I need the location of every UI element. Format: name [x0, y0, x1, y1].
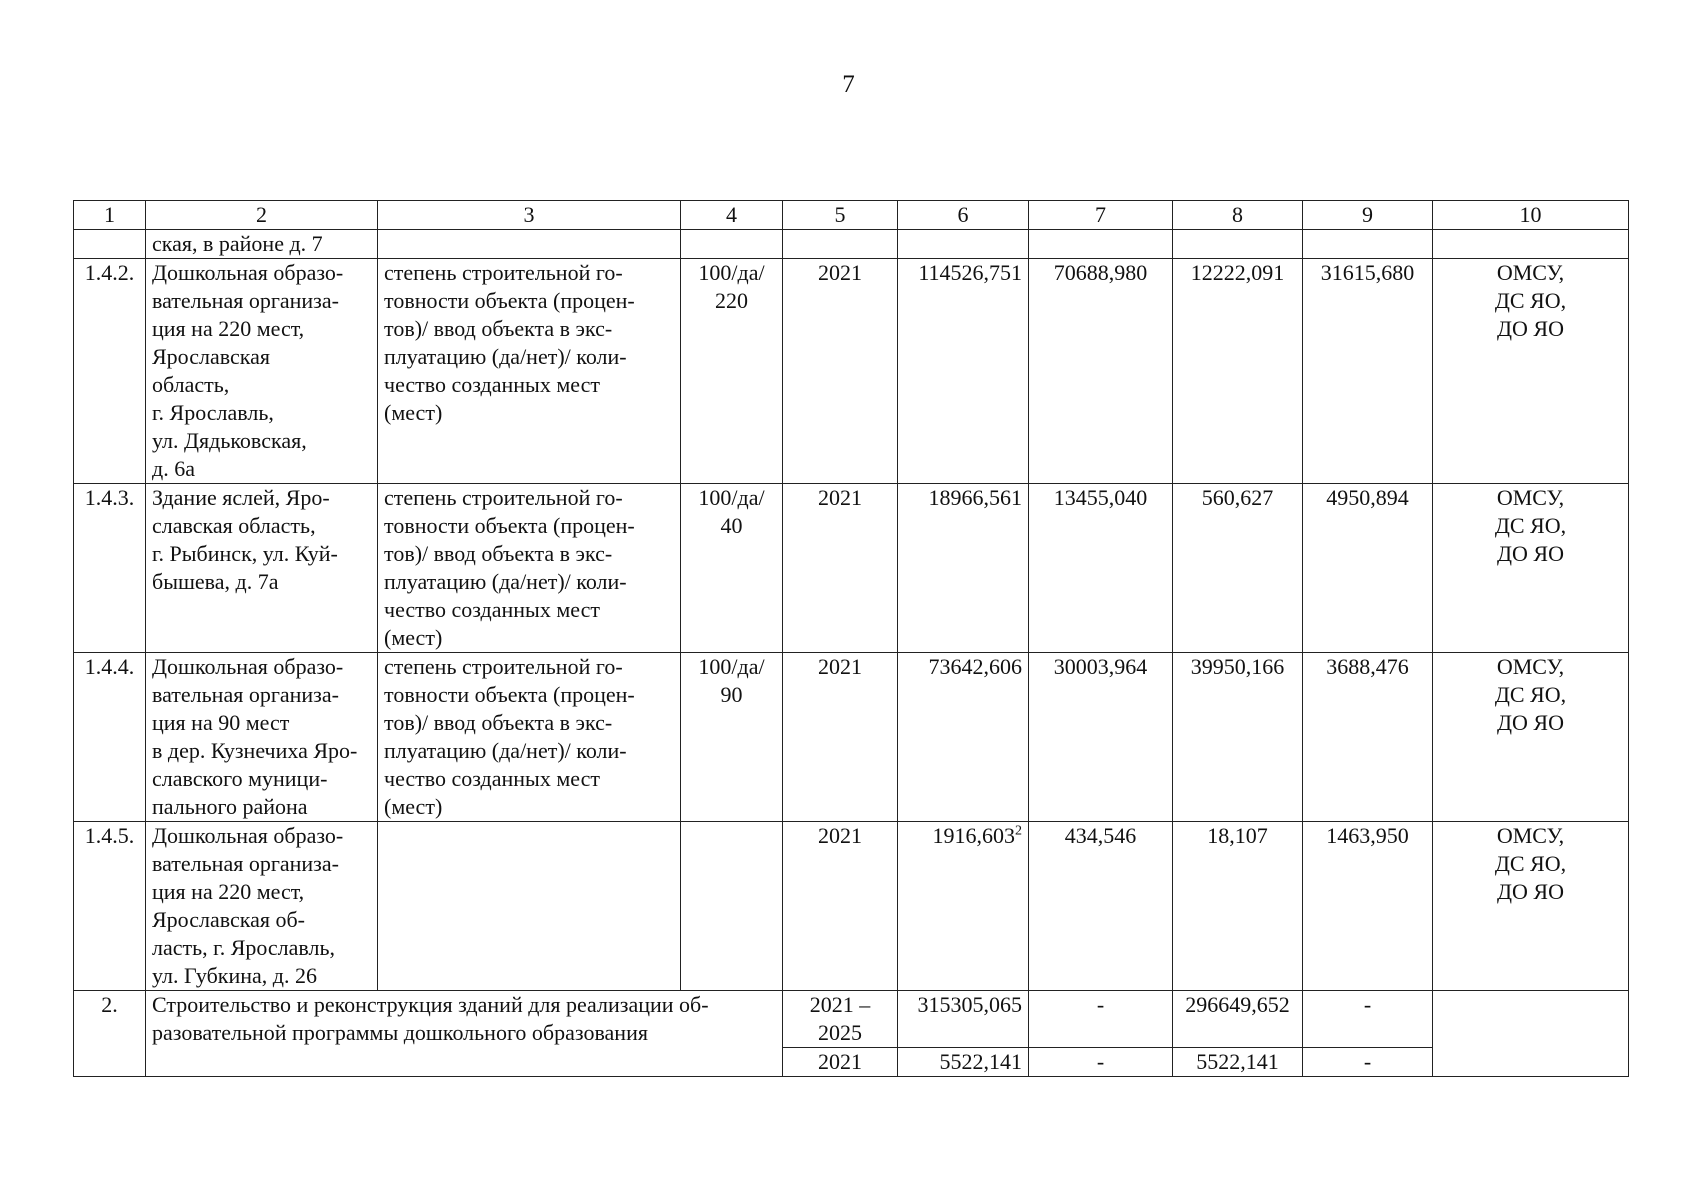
text-line: славская область,: [152, 513, 316, 538]
total-value: 73642,606: [928, 654, 1022, 679]
text-line: чество созданных мест: [384, 372, 600, 397]
text-line: ДС ЯО,: [1494, 513, 1567, 538]
total-funding-cell: [898, 259, 1029, 484]
empty-cell: [1303, 230, 1433, 259]
text-line: плуатацию (да/нет)/ коли-: [384, 738, 627, 763]
text-line: тов)/ ввод объекта в экс-: [384, 710, 613, 735]
total-value: 18966,561: [928, 485, 1022, 510]
year-cell: 2021: [783, 484, 898, 653]
text-line: Дошкольная образо-: [152, 260, 344, 285]
text-line: чество созданных мест: [384, 597, 600, 622]
text-line: (мест): [384, 794, 443, 819]
text-line: Дошкольная образо-: [152, 823, 344, 848]
executor-cell: [1433, 484, 1629, 653]
object-name-cell: [146, 822, 378, 991]
indicator-cell: [378, 653, 681, 822]
program-table: [73, 200, 1629, 1077]
total-funding-cell: 315305,065: [898, 991, 1029, 1048]
text-line: ОМСУ,: [1496, 260, 1565, 285]
text-line: ДО ЯО: [1497, 541, 1564, 566]
empty-cell: [378, 230, 681, 259]
empty-cell: [1029, 230, 1173, 259]
text-line: товности объекта (процен-: [384, 682, 635, 707]
text-line: тов)/ ввод объекта в экс-: [384, 541, 613, 566]
text-line: ДС ЯО,: [1494, 682, 1567, 707]
row-number-cell: 1.4.3.: [74, 484, 146, 653]
text-line: 2025: [818, 1020, 862, 1045]
text-line: ция на 90 мест: [152, 710, 290, 735]
text-line: 100/да/: [698, 260, 765, 285]
executor-cell: [1433, 653, 1629, 822]
empty-cell: [1433, 230, 1629, 259]
text-line: степень строительной го-: [384, 654, 623, 679]
year-range-cell: [783, 991, 898, 1048]
object-name-cell: [146, 653, 378, 822]
text-line: (мест): [384, 625, 443, 650]
text-line: г. Рыбинск, ул. Куй-: [152, 541, 338, 566]
section-title-cell: [146, 991, 783, 1077]
text-line: ласть, г. Ярославль,: [152, 935, 336, 960]
regional-funding-cell: 18,107: [1173, 822, 1303, 991]
text-line: (мест): [384, 400, 443, 425]
total-funding-cell: 5522,141: [898, 1048, 1029, 1077]
text-line: товности объекта (процен-: [384, 288, 635, 313]
indicator-cell: [378, 259, 681, 484]
text-line: д. 6а: [152, 456, 195, 481]
header-cell: 2: [146, 201, 378, 230]
object-name-cell: [146, 484, 378, 653]
federal-funding-cell: 13455,040: [1029, 484, 1173, 653]
target-value-cell: [681, 259, 783, 484]
total-funding-cell: [898, 484, 1029, 653]
total-funding-cell: [898, 653, 1029, 822]
text-line: ОМСУ,: [1496, 823, 1565, 848]
local-funding-cell: -: [1303, 991, 1433, 1048]
text-line: ДО ЯО: [1497, 879, 1564, 904]
table-row: [74, 484, 1629, 653]
empty-cell: [74, 230, 146, 259]
text-line: Здание яслей, Яро-: [152, 485, 330, 510]
federal-funding-cell: 434,546: [1029, 822, 1173, 991]
page-number: 7: [842, 71, 855, 98]
text-line: плуатацию (да/нет)/ коли-: [384, 569, 627, 594]
local-funding-cell: 3688,476: [1303, 653, 1433, 822]
text-line: ДС ЯО,: [1494, 851, 1567, 876]
local-funding-cell: -: [1303, 1048, 1433, 1077]
table-row: [74, 653, 1629, 822]
text-line: славского муници-: [152, 766, 328, 791]
text-line: бышева, д. 7а: [152, 569, 279, 594]
executor-cell: [1433, 822, 1629, 991]
text-line: Ярославская об-: [152, 907, 306, 932]
text-line: пального района: [152, 794, 308, 819]
text-line: область,: [152, 372, 230, 397]
text-line: товности объекта (процен-: [384, 513, 635, 538]
regional-funding-cell: 5522,141: [1173, 1048, 1303, 1077]
text-line: тов)/ ввод объекта в экс-: [384, 316, 613, 341]
executor-cell: [1433, 259, 1629, 484]
target-value-cell: [681, 484, 783, 653]
total-value: 1916,603: [932, 823, 1015, 848]
column-number-header-row: [74, 201, 1629, 230]
local-funding-cell: 4950,894: [1303, 484, 1433, 653]
table-row: [74, 822, 1629, 991]
year-cell: 2021: [783, 822, 898, 991]
row-number-cell: 1.4.5.: [74, 822, 146, 991]
text-line: Строительство и реконструкция зданий для реализации об-: [152, 992, 709, 1017]
text-line: 2021 –: [809, 992, 871, 1017]
year-cell: 2021: [783, 259, 898, 484]
text-line: ция на 220 мест,: [152, 316, 305, 341]
text-line: 220: [715, 288, 748, 313]
local-funding-cell: 1463,950: [1303, 822, 1433, 991]
table-row: [74, 259, 1629, 484]
header-cell: 3: [378, 201, 681, 230]
header-cell: 4: [681, 201, 783, 230]
text-line: чество созданных мест: [384, 766, 600, 791]
year-cell: 2021: [783, 1048, 898, 1077]
regional-funding-cell: 560,627: [1173, 484, 1303, 653]
empty-cell: [783, 230, 898, 259]
text-line: плуатацию (да/нет)/ коли-: [384, 344, 627, 369]
text-line: вательная организа-: [152, 288, 339, 313]
row-number-cell: 1.4.2.: [74, 259, 146, 484]
total-funding-cell: [898, 822, 1029, 991]
target-value-cell: [681, 822, 783, 991]
federal-funding-cell: -: [1029, 991, 1173, 1048]
text-line: ул. Губкина, д. 26: [152, 963, 317, 988]
text-line: 90: [720, 682, 743, 707]
executor-cell: [1433, 991, 1629, 1077]
header-cell: 5: [783, 201, 898, 230]
regional-funding-cell: 12222,091: [1173, 259, 1303, 484]
text-line: ДО ЯО: [1497, 710, 1564, 735]
text-line: в дер. Кузнечиха Яро-: [152, 738, 358, 763]
header-cell: 10: [1433, 201, 1629, 230]
empty-cell: [681, 230, 783, 259]
header-cell: 7: [1029, 201, 1173, 230]
object-name-cell: ская, в районе д. 7: [146, 230, 378, 259]
federal-funding-cell: 30003,964: [1029, 653, 1173, 822]
section-number-cell: 2.: [74, 991, 146, 1077]
text-line: степень строительной го-: [384, 260, 623, 285]
total-value: 114526,751: [918, 260, 1022, 285]
header-cell: 1: [74, 201, 146, 230]
text-line: 100/да/: [698, 654, 765, 679]
indicator-cell: [378, 484, 681, 653]
section-row: [74, 991, 1629, 1048]
empty-cell: [1173, 230, 1303, 259]
text-line: вательная организа-: [152, 851, 339, 876]
text-line: ция на 220 мест,: [152, 879, 305, 904]
row-number-cell: 1.4.4.: [74, 653, 146, 822]
target-value-cell: [681, 653, 783, 822]
header-cell: 8: [1173, 201, 1303, 230]
text-line: разовательной программы дошкольного образования: [152, 1020, 648, 1045]
footnote-marker: 2: [1015, 823, 1022, 839]
text-line: ДО ЯО: [1497, 316, 1564, 341]
federal-funding-cell: -: [1029, 1048, 1173, 1077]
text-line: Ярославская: [152, 344, 270, 369]
text-line: ул. Дядьковская,: [152, 428, 307, 453]
text-line: ОМСУ,: [1496, 654, 1565, 679]
empty-cell: [898, 230, 1029, 259]
text-line: ОМСУ,: [1496, 485, 1565, 510]
header-cell: 9: [1303, 201, 1433, 230]
text-line: Дошкольная образо-: [152, 654, 344, 679]
header-cell: 6: [898, 201, 1029, 230]
text-line: степень строительной го-: [384, 485, 623, 510]
federal-funding-cell: 70688,980: [1029, 259, 1173, 484]
object-name-cell: [146, 259, 378, 484]
local-funding-cell: 31615,680: [1303, 259, 1433, 484]
text-line: вательная организа-: [152, 682, 339, 707]
regional-funding-cell: 296649,652: [1173, 991, 1303, 1048]
text-line: 40: [720, 513, 743, 538]
text-line: г. Ярославль,: [152, 400, 274, 425]
continuation-row: [74, 230, 1629, 259]
regional-funding-cell: 39950,166: [1173, 653, 1303, 822]
text-line: ДС ЯО,: [1494, 288, 1567, 313]
year-cell: 2021: [783, 653, 898, 822]
text-line: 100/да/: [698, 485, 765, 510]
indicator-cell: [378, 822, 681, 991]
